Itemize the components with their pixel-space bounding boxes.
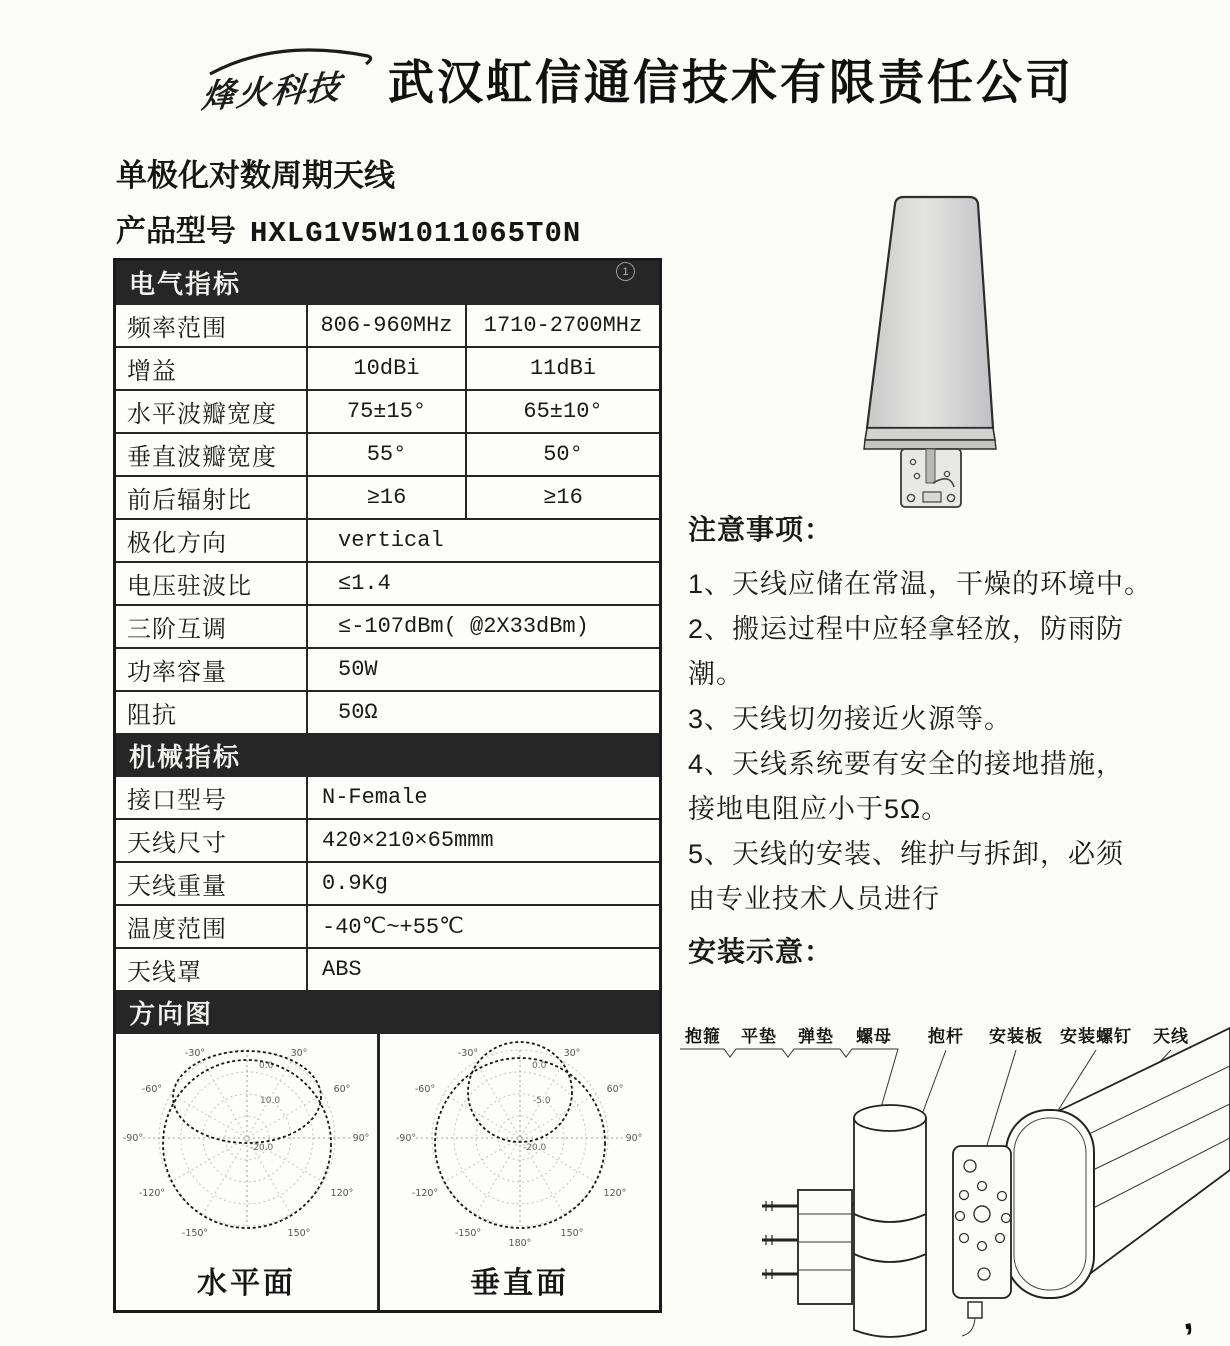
row-value-1: 10dBi [308,348,467,389]
angle-tick: -30° [184,1048,205,1059]
row-label: 极化方向 [116,520,308,561]
patterns-section-header: 方向图 [116,990,659,1032]
company-name: 武汉虹信通信技术有限责任公司 [388,55,1074,110]
table-row [116,947,659,990]
row-value-1: 806-960MHz [308,305,467,346]
row-value-2: 65±10° [523,399,603,424]
row-label: 垂直波瓣宽度 [116,434,308,475]
row-label: 电压驻波比 [116,563,308,604]
angle-tick: -150° [181,1228,208,1239]
angle-tick: -90° [395,1133,416,1144]
angle-tick: 60° [333,1084,350,1095]
radial-tick: -5.0 [532,1096,551,1106]
product-category-title: 单极化对数周期天线 [116,158,395,193]
row-label: 增益 [116,348,308,389]
part-label: 安装板 [989,1027,1043,1046]
row-value: 0.9Kg [322,871,389,896]
radial-tick: 0.0 [258,1061,273,1071]
antenna-back [1006,1110,1094,1298]
notes-title: 注意事项： [688,514,834,545]
product-model-label: 产品型号 [116,215,236,248]
row-value: 50Ω [338,700,378,725]
angle-tick: -90° [122,1133,143,1144]
angle-tick: -60° [141,1084,162,1095]
row-value: ≤1.4 [338,571,391,596]
notes-section [688,508,1230,970]
angle-tick: 150° [287,1228,310,1239]
row-value: vertical [338,528,444,553]
table-row [116,818,659,861]
scan-artifact-mark: , [1179,1295,1195,1338]
row-value-2: 11dBi [529,356,596,381]
row-value: ABS [322,957,362,982]
table-row [116,561,659,604]
angle-tick: 120° [603,1188,626,1199]
row-label: 天线尺寸 [116,820,308,861]
angle-tick: 180° [508,1238,531,1249]
row-value-1: 75±15° [308,391,467,432]
table-row [116,904,659,947]
row-value: -40℃~+55℃ [322,914,464,940]
angle-tick: -30° [457,1048,478,1059]
row-value: 50W [338,657,378,682]
row-value: 420×210×65mmm [322,828,494,853]
part-label: 天线 [1153,1027,1189,1046]
antenna-photo [855,190,1020,515]
radial-tick: 0.0 [531,1061,546,1071]
horizontal-pattern-chart [119,1040,375,1258]
radial-tick: -20.0 [522,1143,546,1153]
table-row [116,518,659,561]
row-label: 阻抗 [116,692,308,733]
note-line: 5、天线的安装、维护与拆卸，必须 [688,839,1125,869]
angle-tick: 90° [352,1133,369,1144]
horizontal-pattern-caption: 水平面 [197,1267,296,1300]
table-row [116,475,659,518]
note-line: 接地电阻应小于5Ω。 [688,794,950,824]
angle-tick: -120° [138,1188,165,1199]
radome-body [867,197,993,428]
row-value-2: 1710-2700MHz [483,313,643,338]
horizontal-pattern-cell [116,1034,380,1310]
vertical-pattern-chart [392,1040,648,1258]
row-label: 三阶互调 [116,606,308,647]
table-row [116,861,659,904]
install-title: 安装示意： [688,936,834,967]
part-label: 螺母 [856,1027,892,1046]
table-row [116,647,659,690]
product-model-value: HXLG1V5W1011065T0N [250,217,582,250]
outer-pattern-trace [435,1058,605,1228]
part-label: 安装螺钉 [1060,1027,1132,1046]
row-value-2: ≥16 [543,485,583,510]
table-row [116,432,659,475]
note-line: 由专业技术人员进行 [688,884,940,914]
company-logo [196,44,381,124]
note-line: 4、天线系统要有安全的接地措施， [688,749,1125,779]
row-label: 接口型号 [116,777,308,818]
row-label: 天线重量 [116,863,308,904]
scan-artifact-circle: 1 [616,262,635,281]
antenna-photo-drawing [855,190,1020,510]
part-label: 平垫 [741,1027,777,1046]
radial-tick: -20.0 [249,1143,273,1153]
part-label: 弹垫 [798,1027,834,1046]
radial-tick: 10.0 [259,1096,280,1106]
n-connector [968,1302,982,1318]
clamp-bracket [798,1190,852,1304]
table-row [116,604,659,647]
row-label: 水平波瓣宽度 [116,391,308,432]
feed-cable [962,1318,975,1336]
row-value: N-Female [322,785,428,810]
row-label: 温度范围 [116,906,308,947]
angle-tick: -150° [454,1228,481,1239]
note-line: 潮。 [688,659,744,689]
radiation-patterns [116,1032,659,1310]
bracket-bolts [762,1206,798,1274]
table-row [116,690,659,733]
table-row [116,775,659,818]
vertical-pattern-cell [380,1034,659,1310]
logo-text: 烽火科技 [199,67,344,116]
row-label: 前后辐射比 [116,477,308,518]
row-value-2: 50° [543,442,583,467]
vertical-pattern-caption: 垂直面 [470,1267,569,1300]
row-label: 功率容量 [116,649,308,690]
row-value: ≤-107dBm( @2X33dBm) [338,614,589,639]
electrical-section-header: 电气指标 [116,261,659,303]
angle-tick: 30° [563,1048,580,1059]
angle-tick: -60° [414,1084,435,1095]
mount-pole [854,1118,926,1337]
angle-tick: 150° [560,1228,583,1239]
mechanical-section-header: 机械指标 [116,733,659,775]
angle-tick: 30° [290,1048,307,1059]
note-line: 3、天线切勿接近火源等。 [688,704,1013,734]
table-row [116,346,659,389]
installation-diagram [668,1018,1230,1346]
product-model-line [116,206,581,250]
row-value-1: 55° [308,434,467,475]
spec-table [113,258,662,1313]
note-line: 1、天线应储在常温，干燥的环境中。 [688,569,1153,599]
part-label: 抱箍 [685,1027,721,1046]
angle-tick: 60° [606,1084,623,1095]
row-label: 频率范围 [116,305,308,346]
angle-tick: 90° [625,1133,642,1144]
part-label: 抱杆 [928,1027,964,1046]
note-line: 2、搬运过程中应轻拿轻放，防雨防 [688,614,1125,644]
table-row [116,389,659,432]
row-label: 天线罩 [116,949,308,990]
row-value-1: ≥16 [308,477,467,518]
angle-tick: -120° [411,1188,438,1199]
table-row [116,303,659,346]
installation-drawing [668,1018,1230,1346]
angle-tick: 120° [330,1188,353,1199]
